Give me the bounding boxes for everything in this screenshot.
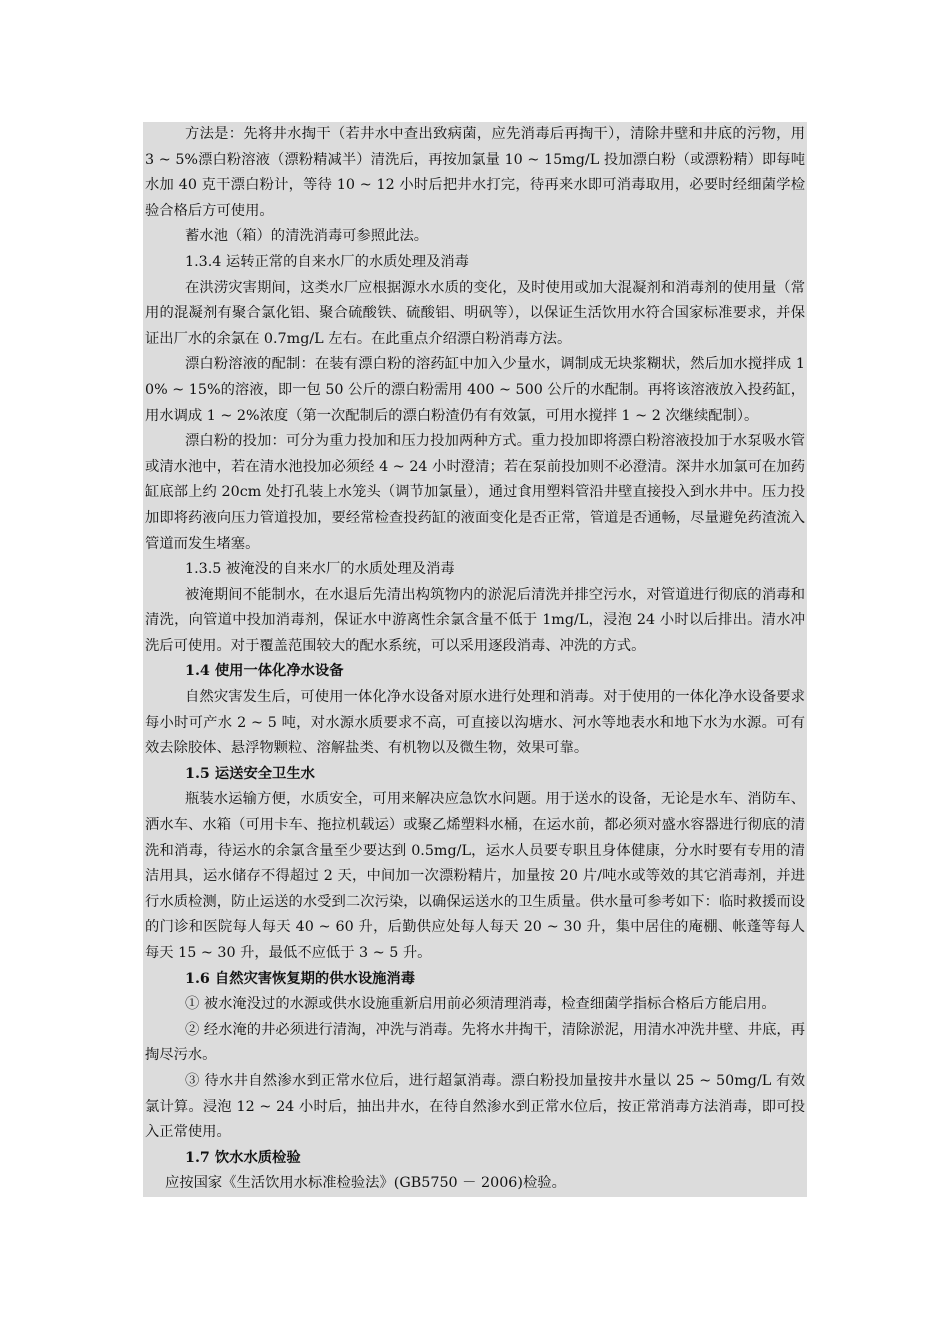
- heading-1-6: 1.6 自然灾害恢复期的供水设施消毒: [185, 970, 416, 987]
- paragraph-bleach-preparation: 漂白粉溶液的配制：在装有漂白粉的溶药缸中加入少量水，调制成无块浆糊状，然后加水搅拌成 10% ~ 15%的溶液，即一包 50 公斤的漂白粉需用 400 ~ 500 公斤的水配制。再将该溶液放入投药缸，用水调成 1 ~ 2%浓度（第一次配制后的漂白粉渣仍有有效氯，可用水搅拌 1 ~ 2 次继续配制）。: [145, 356, 805, 424]
- heading-1-3-5: 1.3.5 被淹没的自来水厂的水质处理及消毒: [185, 561, 455, 578]
- paragraph-water-transport: 瓶装水运输方便，水质安全，可用来解决应急饮水问题。用于送水的设备，无论是水车、消防车、洒水车、水箱（可用卡车、拖拉机载运）或聚乙烯塑料水桶，在运水前，都必须对盛水容器进行彻底的清洗和消毒，待运水的余氯含量至少要达到 0.5mg/L，运水人员要专职且身体健康，分水时要有专用的清洁用具，运水储存不得超过 2 天，中间加一次漂粉精片，加量按 20 片/吨水或等效的其它消毒剂，并进行水质检测，防止运送的水受到二次污染，以确保运送水的卫生质量。供水量可参考如下：临时救援而设的门诊和医院每人每天 40 ~ 60 升，后勤供应处每人每天 20 ~ 30 升，集中居住的庵棚、帐蓬等每人每天 15 ~ 30 升，最低不应低于 3 ~ 5 升。: [145, 791, 805, 961]
- paragraph-well-disinfection-method: 方法是：先将井水掏干（若井水中查出致病菌，应先消毒后再掏干），清除井壁和井底的污物，用 3 ~ 5%漂白粉溶液（漂粉精减半）清洗后，再按加氯量 10 ~ 15mg/L 投加漂白粉（或漂粉精）即每吨水加 40 克干漂白粉计，等待 10 ~ 12 小时后把井水打完，待再来水即可消毒取用，必要时经细菌学检验合格后方可使用。: [145, 126, 805, 219]
- paragraph-flooded-plant: 被淹期间不能制水，在水退后先清出构筑物内的淤泥后清洗并排空污水，对管道进行彻底的消毒和清洗，向管道中投加消毒剂，保证水中游离性余氯含量不低于 1mg/L，浸泡 24 小时以后排出。清水冲洗后可使用。对于覆盖范围较大的配水系统，可以采用逐段消毒、冲洗的方式。: [145, 586, 805, 654]
- paragraph-recovery-item-3: ③ 待水井自然渗水到正常水位后，进行超氯消毒。漂白粉投加量按井水量以 25 ~ 50mg/L 有效氯计算。浸泡 12 ~ 24 小时后，抽出井水，在待自然渗水到正常水位后，按正常消毒方法消毒，即可投入正常使用。: [145, 1072, 805, 1141]
- heading-1-7: 1.7 饮水水质检验: [185, 1149, 301, 1166]
- paragraph-recovery-item-2: ② 经水淹的井必须进行清淘，冲洗与消毒。先将水井掏干，清除淤泥，用清水冲洗井壁、井底，再掏尽污水。: [145, 1021, 805, 1064]
- heading-1-5: 1.5 运送安全卫生水: [185, 765, 315, 782]
- paragraph-recovery-item-1: ① 被水淹没过的水源或供水设施重新启用前必须清理消毒，检查细菌学指标合格后方能启用。: [185, 996, 776, 1013]
- heading-1-4: 1.4 使用一体化净水设备: [185, 663, 344, 680]
- paragraph-integrated-equipment: 自然灾害发生后，可使用一体化净水设备对原水进行处理和消毒。对于使用的一体化净水设备要求每小时可产水 2 ~ 5 吨，对水源水质要求不高，可直接以沟塘水、河水等地表水和地下水为水源。可有效去除胶体、悬浮物颗粒、溶解盐类、有机物以及微生物，效果可靠。: [145, 689, 805, 757]
- document-body: [143, 122, 807, 1197]
- paragraph-water-quality-test: 应按国家《生活饮用水标准检验法》(GB5750 － 2006)检验。: [165, 1175, 566, 1192]
- paragraph-reservoir-cleaning: 蓄水池（箱）的清洗消毒可参照此法。: [185, 228, 429, 245]
- paragraph-bleach-dosing: 漂白粉的投加：可分为重力投加和压力投加两种方式。重力投加即将漂白粉溶液投加于水泵吸水管或清水池中，若在清水池投加必须经 4 ~ 24 小时澄清；若在泵前投加则不必澄清。深井水加氯可在加药缸底部上约 20cm 处打孔装上水笼头（调节加氯量），通过食用塑料管沿井壁直接投入到水井中。压力投加即将药液向压力管道投加，要经常检查投药缸的液面变化是否正常，管道是否通畅，尽量避免药渣流入管道而发生堵塞。: [145, 433, 805, 552]
- heading-1-3-4: 1.3.4 运转正常的自来水厂的水质处理及消毒: [185, 253, 469, 270]
- paragraph-flood-treatment: 在洪涝灾害期间，这类水厂应根据源水水质的变化，及时使用或加大混凝剂和消毒剂的使用量（常用的混凝剂有聚合氯化铝、聚合硫酸铁、硫酸铝、明矾等），以保证生活饮用水符合国家标准要求，并保证出厂水的余氯在 0.7mg/L 左右。在此重点介绍漂白粉消毒方法。: [145, 279, 805, 347]
